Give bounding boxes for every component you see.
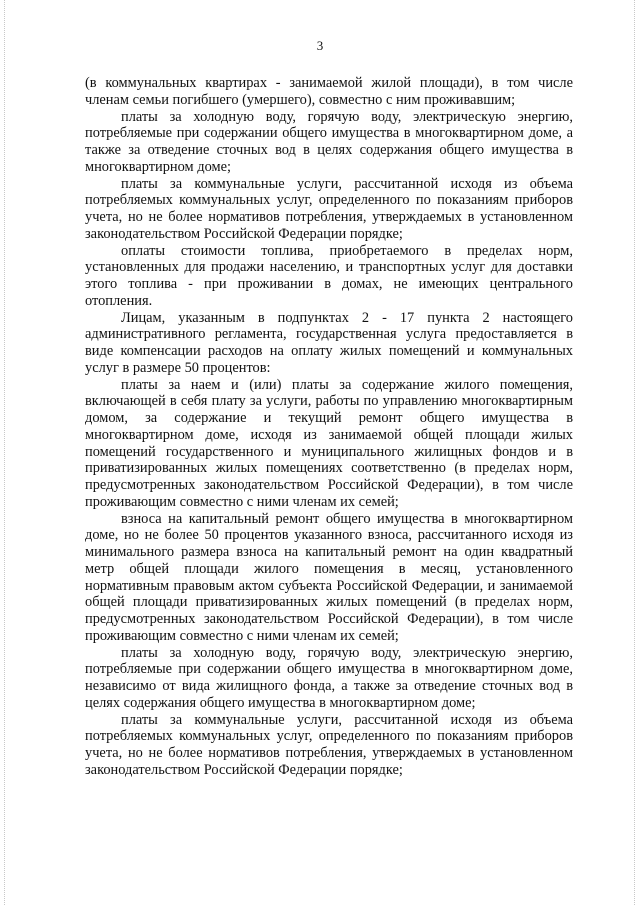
paragraph: платы за коммунальные услуги, рассчитанной исходя из объема потребляемых коммунальных услуг, определенного по показаниям приборов учета, но не более нормативов потребления, утверждаемых в установленном законодательством Российской Федерации порядке; <box>85 175 573 242</box>
page-number: 3 <box>316 38 324 53</box>
paragraph: оплаты стоимости топлива, приобретаемого в пределах норм, установленных для продажи населению, и транспортных услуг для доставки этого топлива - при проживании в домах, не имеющих центрального отопления. <box>85 242 573 309</box>
paragraph-continuation: (в коммунальных квартирах - занимаемой жилой площади), в том числе членам семьи погибшего (умершего), совместно с ним проживавшим; <box>85 75 573 108</box>
paragraph: платы за коммунальные услуги, рассчитанной исходя из объема потребляемых коммунальных услуг, определенного по показаниям приборов учета, но не более нормативов потребления, утверждаемых в установленном законодательством Российской Федерации порядке; <box>85 711 573 778</box>
scan-edge-left <box>4 0 6 905</box>
document-body <box>85 75 573 779</box>
paragraph: Лицам, указанным в подпунктах 2 - 17 пункта 2 настоящего административного регламента, государственная услуга предоставляется в виде компенсации расходов на оплату жилых помещений и коммунальных услуг в размере 50 процентов: <box>85 309 573 376</box>
paragraph: платы за наем и (или) платы за содержание жилого помещения, включающей в себя плату за услуги, работы по управлению многоквартирным домом, за содержание и текущий ремонт общего имущества в многоквартирном доме, исходя из занимаемой общей площади жилых помещений государственного и муниципального жилищных фондов и в приватизированных жилых помещениях соответственно (в пределах норм, предусмотренных законодательством Российской Федерации), в том числе проживающим совместно с ними членам их семей; <box>85 376 573 510</box>
paragraph: платы за холодную воду, горячую воду, электрическую энергию, потребляемые при содержании общего имущества в многоквартирном доме, независимо от вида жилищного фонда, а также за отведение сточных вод в целях содержания общего имущества в многоквартирном доме; <box>85 644 573 711</box>
scan-edge-right <box>634 0 636 905</box>
paragraph: взноса на капитальный ремонт общего имущества в многоквартирном доме, но не более 50 процентов указанного взноса, рассчитанного исходя из минимального размера взноса на капитальный ремонт на один квадратный метр общей площади жилого помещения в месяц, установленного нормативным правовым актом субъекта Российской Федерации, и занимаемой общей площади приватизированных жилых помещений (в пределах норм, предусмотренных законодательством Российской Федерации), в том числе проживающим совместно с ними членам их семей; <box>85 510 573 644</box>
paragraph: платы за холодную воду, горячую воду, электрическую энергию, потребляемые при содержании общего имущества в многоквартирном доме, а также за отведение сточных вод в целях содержания общего имущества в многоквартирном доме; <box>85 108 573 175</box>
